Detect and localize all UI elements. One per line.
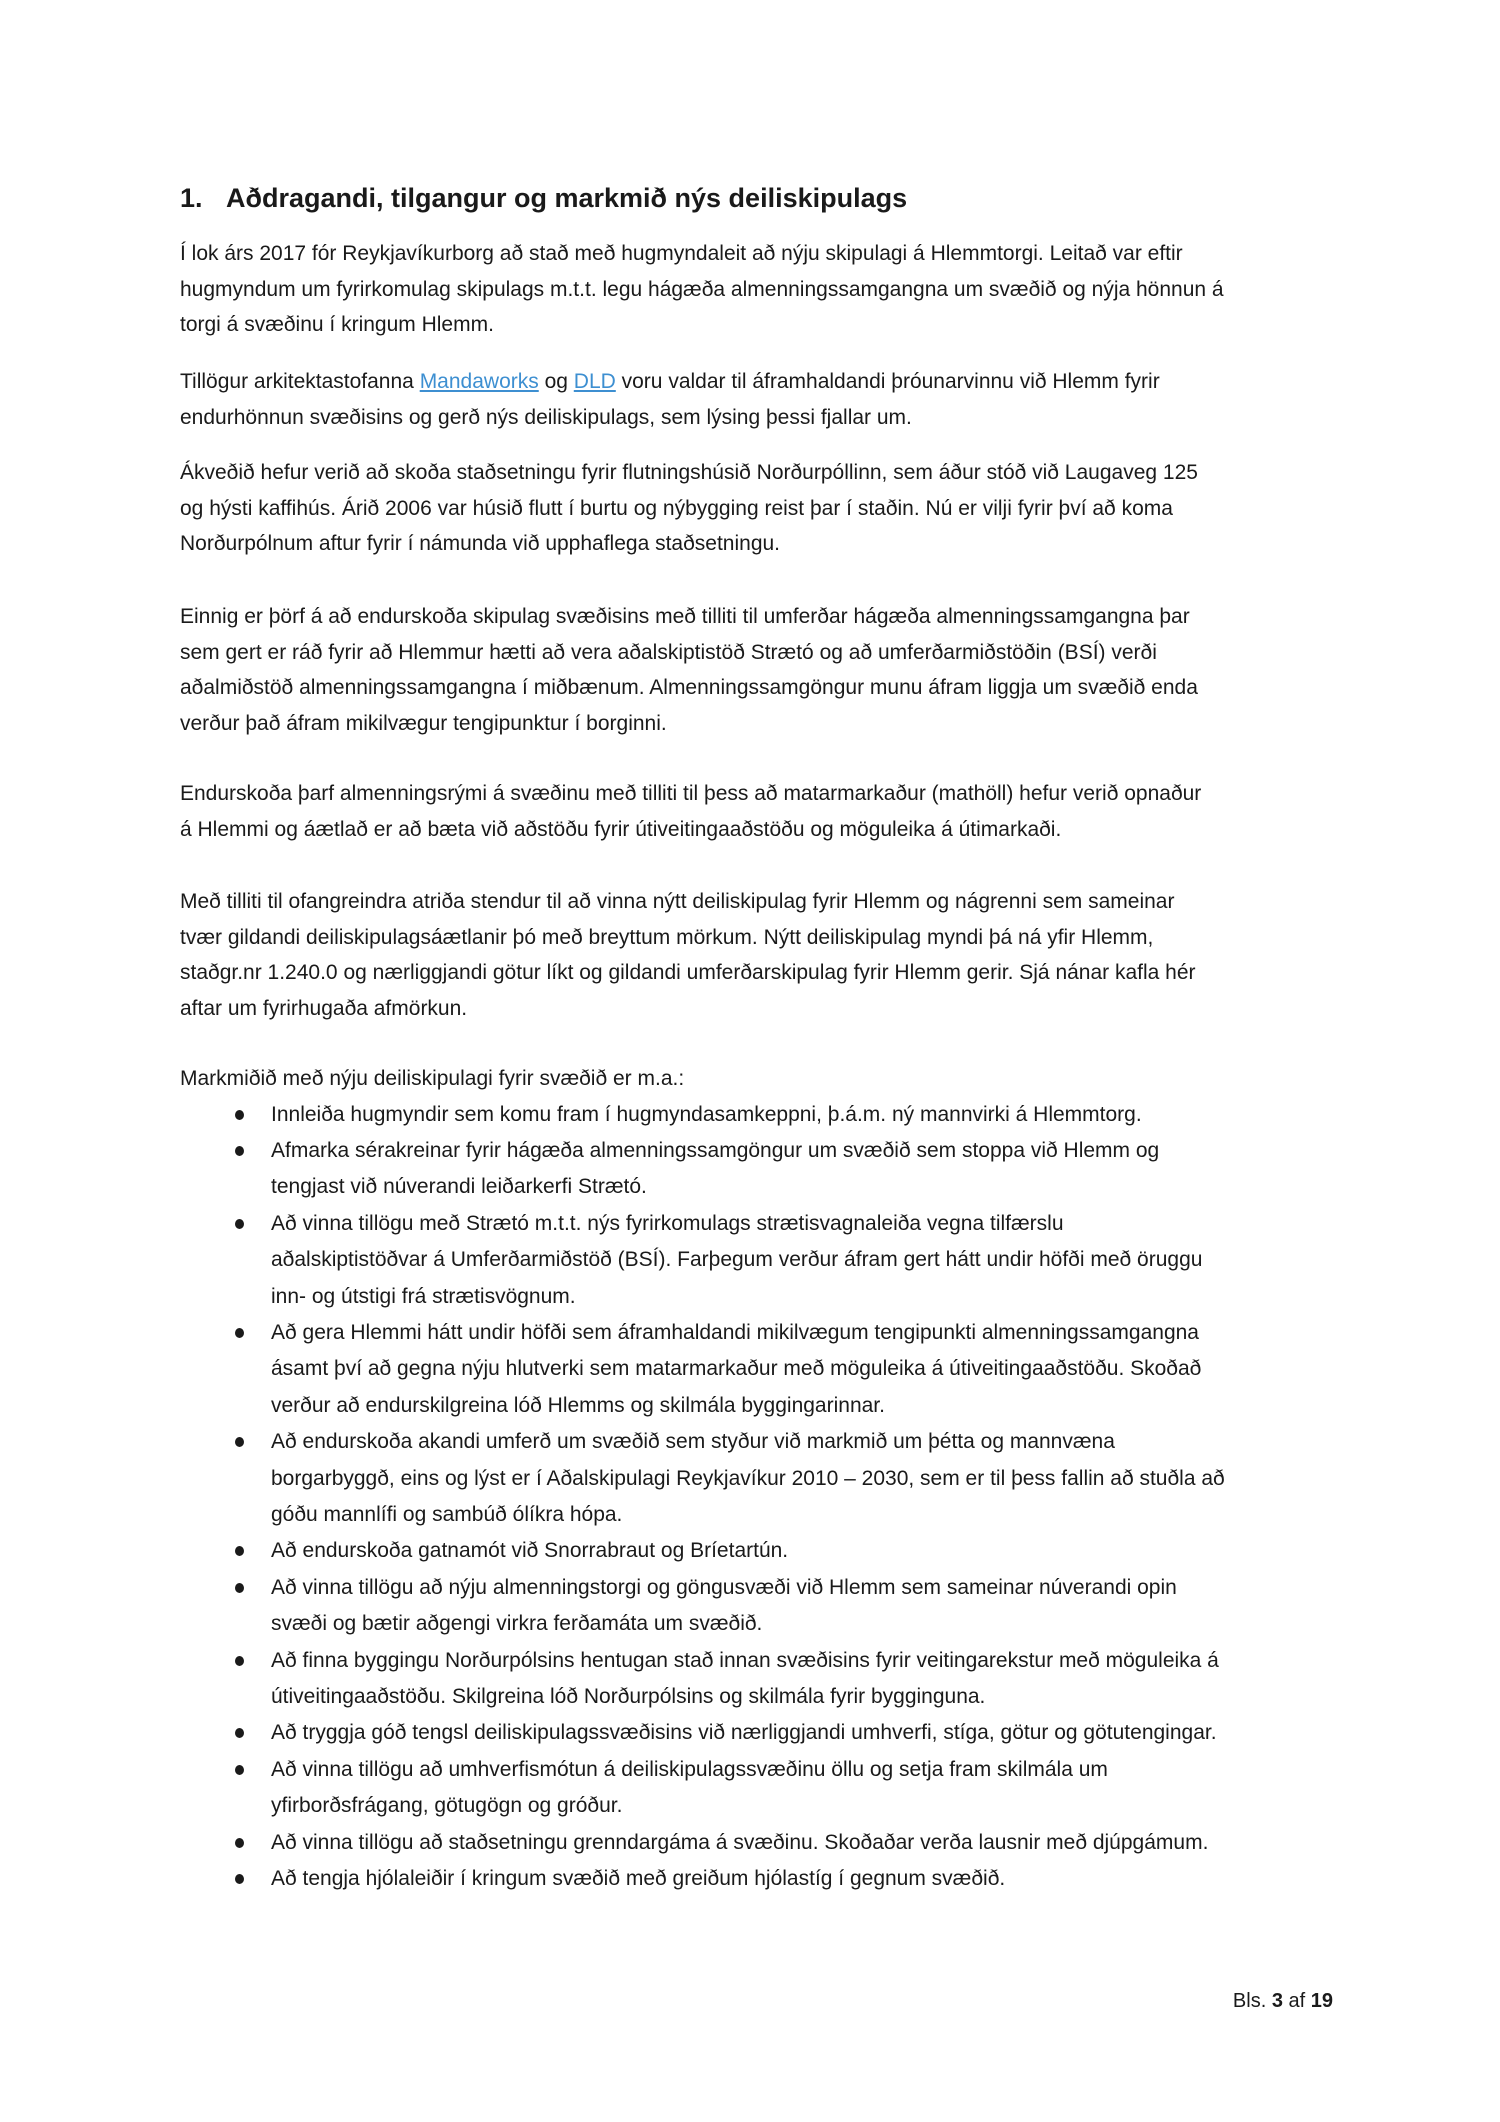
bullet-icon bbox=[235, 1328, 244, 1338]
text-line: verður það áfram mikilvægur tengipunktur í borginni. bbox=[180, 711, 667, 735]
goal-text-line: Að vinna tillögu að staðsetningu grenndargáma á svæðinu. Skoðaðar verða lausnir með djúpgámum. bbox=[271, 1830, 1209, 1854]
mandaworks-link[interactable]: Mandaworks bbox=[419, 370, 539, 393]
goal-text-line: Að vinna tillögu að nýju almenningstorgi og göngusvæði við Hlemm sem sameinar núverandi opin bbox=[271, 1575, 1177, 1599]
text-line: aftar um fyrirhugaða afmörkun. bbox=[180, 996, 468, 1020]
text-line: aðalmiðstöð almenningssamgangna í miðbænum. Almenningssamgöngur munu áfram liggja um svæðið enda bbox=[180, 676, 1198, 699]
goal-list-item bbox=[180, 1533, 1340, 1569]
goal-list-item bbox=[180, 1097, 1340, 1133]
goal-list-item bbox=[180, 1825, 1340, 1861]
goal-text-line: Að tengja hjólaleiðir í kringum svæðið með greiðum hjólastíg í gegnum svæðið. bbox=[271, 1867, 1006, 1891]
bullet-icon bbox=[235, 1110, 244, 1120]
text-line: Með tilliti til ofangreindra atriða stendur til að vinna nýtt deiliskipulag fyrir Hlemm og nágrenni sem sameinar bbox=[180, 890, 1175, 913]
page-prefix: Bls. bbox=[1232, 1990, 1272, 2012]
goal-text-line: Að gera Hlemmi hátt undir höfði sem áframhaldandi mikilvægum tengipunkti almenningssamgangna bbox=[271, 1320, 1199, 1344]
goals-section bbox=[180, 1061, 1340, 1897]
goal-list-item bbox=[180, 1206, 1340, 1315]
paragraph-new-plan bbox=[180, 884, 1340, 1026]
goal-text-line: útiveitingaaðstöðu. Skilgreina lóð Norðurpólsins og skilmála fyrir bygginguna. bbox=[271, 1685, 986, 1708]
goal-text-line: yfirborðsfrágang, götugögn og gróður. bbox=[271, 1794, 623, 1818]
goal-list-item bbox=[180, 1133, 1340, 1206]
bullet-icon bbox=[235, 1546, 244, 1556]
bullet-icon bbox=[235, 1146, 244, 1156]
goal-list-item bbox=[180, 1752, 1340, 1825]
goal-text-line: Afmarka sérakreinar fyrir hágæða almenningssamgöngur um svæðið sem stoppa við Hlemm og bbox=[271, 1138, 1160, 1162]
goal-text-line: ásamt því að gegna nýju hlutverki sem matarmarkaður með möguleika á útiveitingaaðstöðu. Skoðað bbox=[271, 1357, 1202, 1381]
goal-text-line: Að vinna tillögu með Strætó m.t.t. nýs fyrirkomulags strætisvagnaleiða vegna tilfærslu bbox=[271, 1211, 1064, 1235]
bullet-icon bbox=[235, 1874, 244, 1884]
text-line: hugmyndum um fyrirkomulag skipulags m.t.t. legu hágæða almenningssamgangna um svæðið og nýja hönnun á bbox=[180, 277, 1224, 301]
goal-text-line: Að tryggja góð tengsl deiliskipulagssvæðisins við nærliggjandi umhverfi, stíga, götur og götutengingar. bbox=[271, 1721, 1217, 1745]
goal-text-line: Innleiða hugmyndir sem komu fram í hugmyndasamkeppni, þ.á.m. ný mannvirki á Hlemmtorg. bbox=[271, 1102, 1142, 1126]
text: Tillögur arkitektastofanna bbox=[180, 370, 420, 393]
goal-list-item bbox=[180, 1715, 1340, 1751]
goals-intro: Markmiðið með nýju deiliskipulagi fyrir svæðið er m.a.: bbox=[180, 1067, 685, 1090]
text-line: tvær gildandi deiliskipulagsáætlanir þó með breyttum mörkum. Nýtt deiliskipulag myndi þá ná yfir Hlemm, bbox=[180, 925, 1154, 949]
text-line: Einnig er þörf á að endurskoða skipulag svæðisins með tilliti til umferðar hágæða almenningssamgangna þar bbox=[180, 605, 1190, 628]
section-heading bbox=[180, 180, 907, 216]
goal-text-line: Að vinna tillögu að umhverfismótun á deiliskipulagssvæðinu öllu og setja fram skilmála um bbox=[271, 1757, 1108, 1781]
total-pages: 19 bbox=[1310, 1990, 1333, 2012]
bullet-icon bbox=[235, 1656, 244, 1666]
paragraph-intro bbox=[180, 236, 1340, 343]
goal-text-line: verður að endurskilgreina lóð Hlemms og skilmála byggingarinnar. bbox=[271, 1393, 885, 1417]
paragraph-proposals bbox=[180, 364, 1340, 435]
bullet-icon bbox=[235, 1583, 244, 1593]
goal-text-line: Að endurskoða akandi umferð um svæðið sem styður við markmið um þétta og mannvæna bbox=[271, 1430, 1115, 1454]
text-line: Endurskoða þarf almenningsrými á svæðinu með tilliti til þess að matarmarkaður (mathöll) hefur verið opnaður bbox=[180, 782, 1202, 805]
bullet-icon bbox=[235, 1838, 244, 1848]
text-line: Ákveðið hefur verið að skoða staðsetningu fyrir flutningshúsið Norðurpóllinn, sem áður stóð við Laugaveg 125 bbox=[180, 461, 1198, 484]
bullet-icon bbox=[235, 1765, 244, 1775]
goal-text-line: inn- og útstigi frá strætisvögnum. bbox=[271, 1284, 576, 1308]
text-line: á Hlemmi og áætlað er að bæta við aðstöðu fyrir útiveitingaaðstöðu og möguleika á útimarkaði. bbox=[180, 817, 1062, 841]
text-line: sem gert er ráð fyrir að Hlemmur hætti að vera aðalskiptistöð Strætó og að umferðarmiðstöðin (BSÍ) verði bbox=[180, 640, 1157, 664]
goal-list-item bbox=[180, 1643, 1340, 1716]
paragraph-public-space bbox=[180, 776, 1340, 847]
goal-text-line: borgarbyggð, eins og lýst er í Aðalskipulagi Reykjavíkur 2010 – 2030, sem er til þess fallin að stuðla að bbox=[271, 1466, 1225, 1490]
text-line: staðgr.nr 1.240.0 og nærliggjandi götur líkt og gildandi umferðarskipulag fyrir Hlemm gerir. Sjá nánar kafla hér bbox=[180, 961, 1196, 984]
section-title: Aðdragandi, tilgangur og markmið nýs deiliskipulags bbox=[226, 183, 908, 213]
bullet-icon bbox=[235, 1437, 244, 1447]
bullet-icon bbox=[235, 1728, 244, 1738]
section-number: 1. bbox=[180, 183, 203, 213]
text: voru valdar til áframhaldandi þróunarvinnu við Hlemm fyrir bbox=[615, 370, 1160, 393]
text-line: Í lok árs 2017 fór Reykjavíkurborg að stað með hugmyndaleit að nýju skipulagi á Hlemmtorgi. Leitað var eftir bbox=[180, 242, 1183, 265]
goals-list bbox=[180, 1097, 1340, 1898]
goal-text-line: aðalskiptistöðvar á Umferðarmiðstöð (BSÍ). Farþegum verður áfram gert hátt undir höfði með öruggu bbox=[271, 1248, 1203, 1272]
current-page: 3 bbox=[1271, 1990, 1283, 2012]
goal-text-line: tengjast við núverandi leiðarkerfi Strætó. bbox=[271, 1175, 647, 1199]
goal-list-item bbox=[180, 1861, 1340, 1897]
goal-text-line: Að endurskoða gatnamót við Snorrabraut og Bríetartún. bbox=[271, 1539, 789, 1563]
text-line: endurhönnun svæðisins og gerð nýs deiliskipulags, sem lýsing þessi fjallar um. bbox=[180, 405, 912, 429]
dld-link[interactable]: DLD bbox=[573, 370, 616, 393]
bullet-icon bbox=[235, 1219, 244, 1229]
goal-text-line: Að finna byggingu Norðurpólsins hentugan stað innan svæðisins fyrir veitingarekstur með möguleika á bbox=[271, 1648, 1219, 1672]
goal-list-item bbox=[180, 1424, 1340, 1533]
text: og bbox=[538, 370, 574, 393]
paragraph-nordurpollinn bbox=[180, 455, 1340, 562]
page-sep: af bbox=[1282, 1990, 1311, 2012]
text-line: Norðurpólnum aftur fyrir í námunda við upphaflega staðsetningu. bbox=[180, 532, 781, 555]
goal-text-line: svæði og bætir aðgengi virkra ferðamáta um svæðið. bbox=[271, 1612, 763, 1636]
paragraph-transit bbox=[180, 599, 1340, 741]
text-line: og hýsti kaffihús. Árið 2006 var húsið flutt í burtu og nýbygging reist þar í staðin. Nú er vilji fyrir því að koma bbox=[180, 496, 1173, 520]
goal-list-item bbox=[180, 1570, 1340, 1643]
goal-text-line: góðu mannlífi og sambúð ólíkra hópa. bbox=[271, 1502, 623, 1526]
text-line: torgi á svæðinu í kringum Hlemm. bbox=[180, 313, 494, 336]
goal-list-item bbox=[180, 1315, 1340, 1424]
page-number bbox=[1233, 1983, 1333, 2019]
